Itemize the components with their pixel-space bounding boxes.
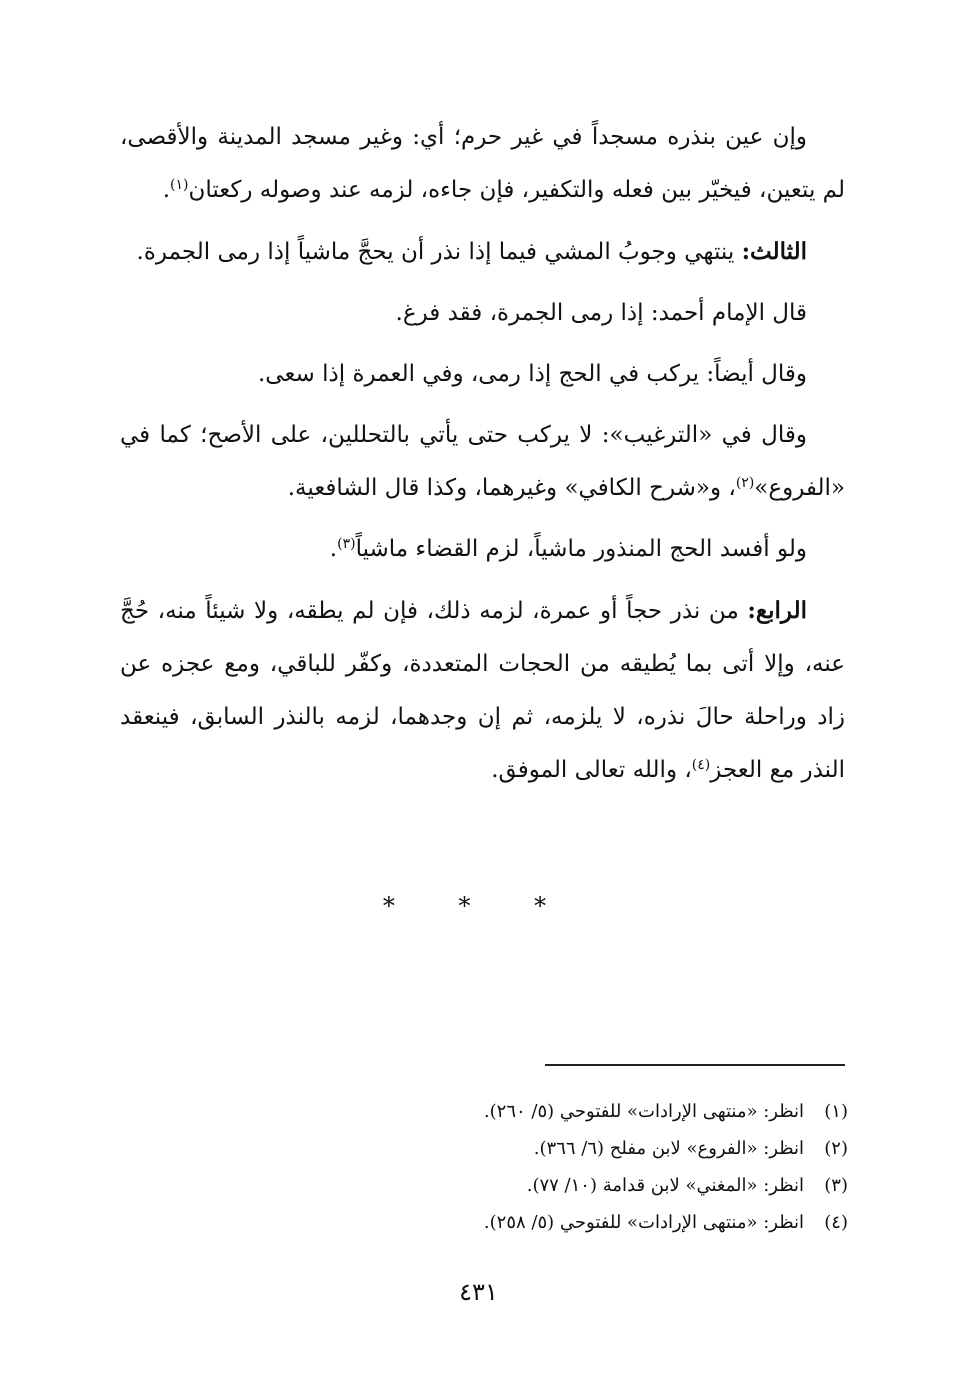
footnote-item (300, 1204, 848, 1241)
paragraph-2 (120, 225, 845, 279)
paragraph-text: وقال في «الترغيب»: لا يركب حتى يأتي بالتحللين، على الأصح؛ كما في «الفروع» (120, 422, 845, 501)
paragraph-6 (120, 523, 845, 576)
footnote-number: (١) (824, 1101, 848, 1122)
paragraph-lead-third: الثالث: (741, 238, 807, 265)
page-number: ٤٣١ (459, 1278, 498, 1306)
paragraph-tail: ، و«شرح الكافي» وغيرهما، وكذا قال الشافعية. (287, 475, 736, 501)
paragraph-text: قال الإمام أحمد: إذا رمى الجمرة، فقد فرغ. (395, 300, 807, 326)
footnote-item (300, 1130, 848, 1167)
paragraph-1 (120, 110, 845, 217)
footnote-divider (545, 1064, 845, 1066)
footnote-number: (٢) (824, 1138, 848, 1159)
footnote-ref-2[interactable]: (٢) (735, 475, 755, 491)
paragraph-text: وإن عين بنذره مسجداً في غير حرم؛ أي: وغير مسجد المدينة والأقصى، لم يتعين، فيخيّر بين فعله والتكفير، فإن جاءه، لزمه عند وصوله ركعتان (120, 124, 845, 203)
paragraph-text: ينتهي وجوبُ المشي فيما إذا نذر أن يحجَّ ماشياً إذا رمى الجمرة. (136, 239, 742, 265)
paragraph-tail: . (329, 536, 338, 562)
footnote-ref-3[interactable]: (٣) (337, 536, 356, 552)
paragraph-3 (120, 287, 845, 340)
paragraph-7 (120, 584, 845, 797)
footnote-number: (٤) (824, 1212, 848, 1233)
footnote-text: انظر: «الفروع» لابن مفلح (٦/ ٣٦٦). (533, 1138, 804, 1159)
footnote-ref-4[interactable]: (٤) (691, 757, 711, 773)
footnote-ref-1[interactable]: (١) (170, 177, 189, 193)
footnote-text: انظر: «منتهى الإرادات» للفتوحي (٥/ ٢٥٨). (483, 1212, 804, 1233)
section-separator: * * * (382, 892, 575, 920)
paragraph-tail: ، والله تعالى الموفق. (491, 757, 692, 783)
paragraph-tail: . (162, 177, 170, 203)
paragraph-text: ولو أفسد الحج المنذور ماشياً، لزم القضاء ماشياً (355, 536, 807, 562)
main-text (120, 110, 845, 805)
paragraph-text: من نذر حجاً أو عمرة، لزمه ذلك، فإن لم يطقه، ولا شيئاً منه، حُجَّ عنه، وإلا أتى بما يُطيقه من الحجات المتعددة، وكفّر للباقي، ومع عجزه عن زاد وراحلة حالَ نذره، لا يلزمه، ثم إن وجدهما، لزمه بالنذر السابق، فينعقد النذر مع العجز (120, 598, 845, 783)
paragraph-text: وقال أيضاً: يركب في الحج إذا رمى، وفي العمرة إذا سعى. (257, 361, 807, 387)
footnote-item (300, 1093, 848, 1130)
footnotes (300, 1093, 848, 1241)
paragraph-5 (120, 409, 845, 515)
footnote-text: انظر: «المغني» لابن قدامة (١٠/ ٧٧). (526, 1175, 804, 1196)
paragraph-4 (120, 348, 845, 401)
footnote-item (300, 1167, 848, 1204)
footnote-text: انظر: «منتهى الإرادات» للفتوحي (٥/ ٢٦٠). (483, 1101, 804, 1122)
paragraph-lead-fourth: الرابع: (747, 597, 807, 624)
footnote-number: (٣) (824, 1175, 848, 1196)
